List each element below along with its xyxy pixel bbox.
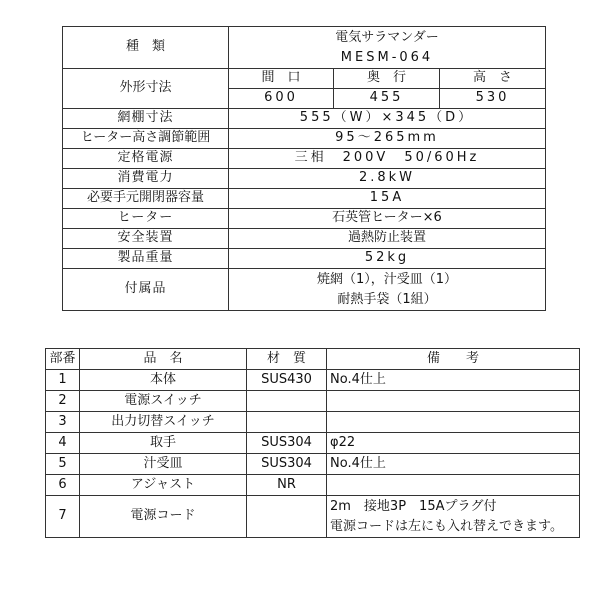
model-label: 種 類 bbox=[63, 27, 229, 69]
part-material bbox=[247, 496, 327, 538]
part-note: No.4仕上 bbox=[327, 454, 580, 475]
parts-row bbox=[46, 412, 580, 433]
dims-header-width: 間 口 bbox=[229, 69, 334, 89]
spec-row-model bbox=[63, 27, 546, 69]
spec-value: 石英管ヒーター×6 bbox=[229, 209, 546, 229]
parts-table bbox=[45, 348, 580, 538]
part-no: 2 bbox=[46, 391, 80, 412]
part-material: SUS304 bbox=[247, 454, 327, 475]
part-note bbox=[327, 412, 580, 433]
part-material bbox=[247, 412, 327, 433]
part-name: 取手 bbox=[80, 433, 247, 454]
part-material bbox=[247, 391, 327, 412]
spec-label: 必要手元開閉器容量 bbox=[63, 189, 229, 209]
dims-value-width: 600 bbox=[229, 89, 334, 109]
part-name: 電源スイッチ bbox=[80, 391, 247, 412]
parts-header-material: 材 質 bbox=[247, 349, 327, 370]
spec-row bbox=[63, 229, 546, 249]
spec-value: 555（W）×345（D） bbox=[229, 109, 546, 129]
spec-row bbox=[63, 169, 546, 189]
part-name: アジャスト bbox=[80, 475, 247, 496]
accessories-line-2: 耐熱手袋（1組） bbox=[337, 291, 437, 307]
spec-label: 網棚寸法 bbox=[63, 109, 229, 129]
parts-header-name: 品 名 bbox=[80, 349, 247, 370]
part-name: 電源コード bbox=[80, 496, 247, 538]
spec-value: 過熱防止装置 bbox=[229, 229, 546, 249]
parts-row-power-cord bbox=[46, 496, 580, 538]
spec-label: 消費電力 bbox=[63, 169, 229, 189]
part-no: 7 bbox=[46, 496, 80, 538]
parts-row bbox=[46, 475, 580, 496]
dims-value-depth: 455 bbox=[334, 89, 440, 109]
accessories-line-1: 焼網（1），汁受皿（1） bbox=[316, 271, 458, 287]
spec-table bbox=[62, 26, 546, 311]
part-material: SUS430 bbox=[247, 370, 327, 391]
part-name: 本体 bbox=[80, 370, 247, 391]
part-note-line-1: 2m 接地3P 15Aプラグ付 bbox=[330, 498, 497, 514]
model-name: 電気サラマンダー bbox=[335, 29, 439, 45]
spec-label: 定格電源 bbox=[63, 149, 229, 169]
part-note: No.4仕上 bbox=[327, 370, 580, 391]
parts-row bbox=[46, 433, 580, 454]
model-code: MESM-064 bbox=[340, 49, 434, 65]
part-no: 6 bbox=[46, 475, 80, 496]
parts-row bbox=[46, 370, 580, 391]
part-name: 出力切替スイッチ bbox=[80, 412, 247, 433]
spec-row bbox=[63, 209, 546, 229]
dims-header-height: 高 さ bbox=[440, 69, 546, 89]
part-note bbox=[327, 391, 580, 412]
spec-value: 三相 200V 50/60Hz bbox=[229, 149, 546, 169]
parts-header-note: 備 考 bbox=[327, 349, 580, 370]
part-no: 1 bbox=[46, 370, 80, 391]
spec-row bbox=[63, 189, 546, 209]
spec-row bbox=[63, 149, 546, 169]
accessories-label: 付属品 bbox=[63, 269, 229, 311]
spec-value: 52kg bbox=[229, 249, 546, 269]
spec-row-accessories bbox=[63, 269, 546, 311]
spec-value: 15A bbox=[229, 189, 546, 209]
part-note bbox=[327, 475, 580, 496]
spec-row bbox=[63, 129, 546, 149]
part-no: 5 bbox=[46, 454, 80, 475]
dims-value-height: 530 bbox=[440, 89, 546, 109]
spec-label: ヒーター高さ調節範囲 bbox=[63, 129, 229, 149]
part-note-cell bbox=[327, 496, 580, 538]
parts-header-no: 部番 bbox=[46, 349, 80, 370]
part-no: 4 bbox=[46, 433, 80, 454]
spec-label: ヒーター bbox=[63, 209, 229, 229]
part-note: φ22 bbox=[327, 433, 580, 454]
dims-label: 外形寸法 bbox=[63, 69, 229, 109]
part-name: 汁受皿 bbox=[80, 454, 247, 475]
part-material: NR bbox=[247, 475, 327, 496]
part-no: 3 bbox=[46, 412, 80, 433]
accessories-cell bbox=[229, 269, 546, 311]
spec-label: 製品重量 bbox=[63, 249, 229, 269]
part-material: SUS304 bbox=[247, 433, 327, 454]
model-cell bbox=[229, 27, 546, 69]
spec-row-dims-header bbox=[63, 69, 546, 89]
spec-label: 安全装置 bbox=[63, 229, 229, 249]
spec-row bbox=[63, 249, 546, 269]
parts-row bbox=[46, 454, 580, 475]
part-note-line-2: 電源コードは左にも入れ替えできます。 bbox=[330, 518, 563, 534]
dims-header-depth: 奥 行 bbox=[334, 69, 440, 89]
spec-row bbox=[63, 109, 546, 129]
parts-row bbox=[46, 391, 580, 412]
spec-value: 2.8kW bbox=[229, 169, 546, 189]
parts-header-row bbox=[46, 349, 580, 370]
spec-value: 95〜265mm bbox=[229, 129, 546, 149]
